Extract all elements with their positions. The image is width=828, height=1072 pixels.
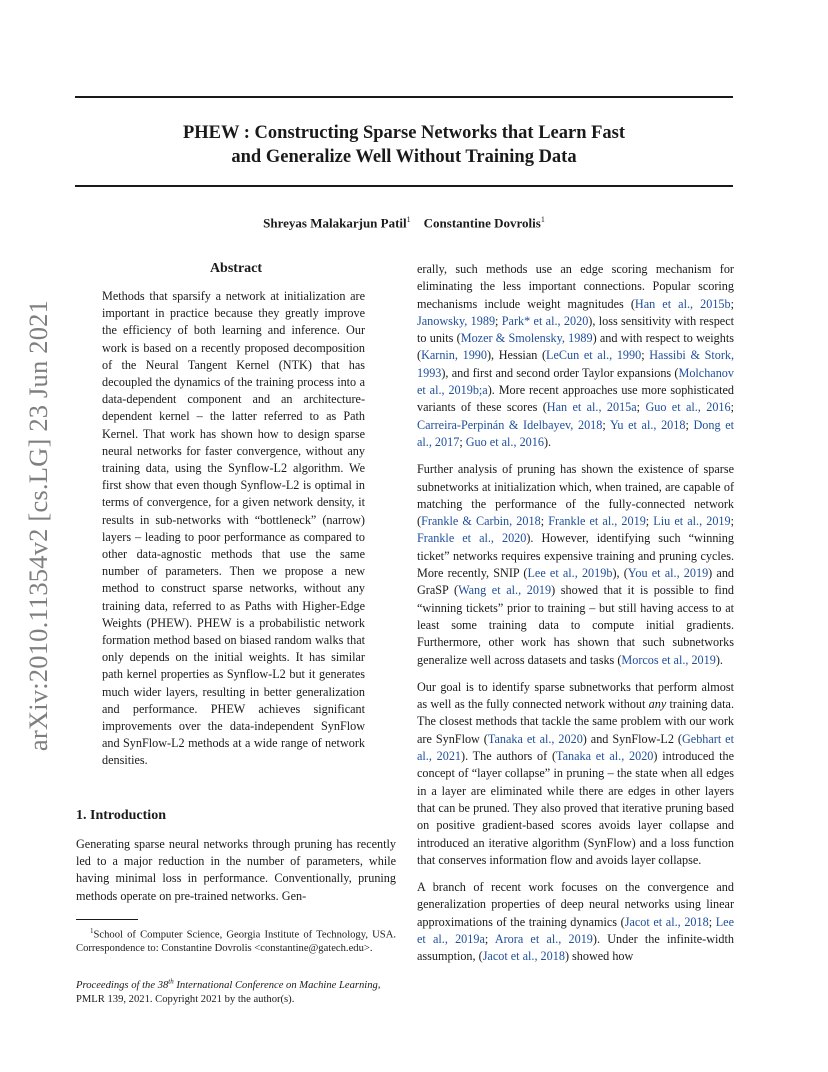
citation-link[interactable]: Arora et al., 2019 (494, 931, 593, 946)
text-run: ). Under the infinite-width assumption, ( (417, 931, 734, 964)
text-run: ; (730, 400, 734, 415)
text-run: erally, such methods use an edge scoring mechanism for eliminating the less important connections. Popular scoring mechanisms include weight magnitudes ( (417, 262, 734, 311)
text-run: ). The authors of ( (461, 749, 557, 764)
proceedings-conference: International Conference on Machine Learning (173, 979, 378, 991)
citation-link[interactable]: Tanaka et al., 2020 (556, 749, 654, 764)
body-paragraph (417, 261, 734, 451)
author-name: Constantine Dovrolis (423, 215, 541, 231)
text-run: ; (730, 514, 734, 529)
title-bottom-rule (75, 185, 733, 187)
proceedings-ordinal: th (168, 977, 174, 986)
body-paragraph (417, 461, 734, 669)
intro-paragraph: Generating sparse neural networks through pruning has recently led to a major reduction in the number of parameters, while having minimal loss in performance. Conventionally, pruning methods operate on pre-trained networks. Gen- (76, 836, 396, 903)
citation-link[interactable]: Carreira-Perpinán & Idelbayev, 2018 (417, 417, 603, 432)
text-run: ; (636, 400, 646, 415)
text-run: ; (730, 296, 734, 311)
author-list (75, 215, 733, 231)
left-column (76, 260, 396, 1008)
citation-link[interactable]: Hassibi & Stork, 1993 (417, 348, 735, 380)
citation-link[interactable]: Frankle & Carbin, 2018 (421, 514, 541, 529)
emphasized-text: any (648, 697, 667, 712)
text-run: ). (543, 434, 552, 449)
text-run: ), ( (612, 566, 628, 581)
abstract-heading: Abstract (209, 261, 263, 276)
text-run: ) introduced the concept of “layer collapse” in pruning – the state when all edges in a layer are eliminated while there are edges in other layers that can be pruned. They also proved that iterative pruning based on positive gradient-based scores avoids layer collapse and introduced an iterative algorithm (SynFlow) and a loss function that conserves information flow and avoids layer collapse. (417, 749, 734, 867)
citation-link[interactable]: Yu et al., 2018 (609, 417, 686, 432)
text-run: training data. The closest methods that tackle the same problem with our work are SynFlow ( (417, 697, 734, 746)
footnote-mark: 1 (90, 926, 94, 935)
proceedings-notice (76, 974, 396, 1008)
arxiv-identifier: arXiv:2010.11354v2 [cs.LG] 23 Jun 2021 (23, 299, 54, 751)
citation-link[interactable]: Gebhart et al., 2021 (417, 731, 734, 764)
text-run: ; (645, 514, 654, 529)
abstract-text: Methods that sparsify a network at initialization are important in practice because they greatly improve the efficiency of both learning and inference. Our work is based on a recently proposed decomposition of the Neural Tangent Kernel (NTK) that has decoupled the dynamics of the training process into a data-dependent component and an architecture-dependent kernel – the latter referred to as Path Kernel. That work has shown how to design sparse neural networks for faster convergence, without any training data, using the Synflow-L2 algorithm. We first show that even though Synflow-L2 is optimal in terms of convergence, for a given network density, it results in sub-networks with “bottleneck” (narrow) layers – leading to poor performance as compared to other data-agnostic methods that use the same number of parameters. Then we propose a new method to construct sparse networks, without any training data, referred to as Paths with Higher-Edge Weights (PHEW). PHEW is a probabilistic network formation method based on biased random walks that only depends on the initial weights. It has similar path kernel properties as Synflow-L2 but it generates much wider layers, resulting in better generalization and performance. PHEW achieves significant improvements over the data-independent SynFlow and SynFlow-L2 methods at a wide range of network densities. (102, 289, 365, 768)
citation-link[interactable]: Morcos et al., 2019 (621, 652, 716, 667)
citation-link[interactable]: Wang et al., 2019 (458, 583, 552, 598)
text-run: ) showed that it is possible to find “winning tickets” prior to training – but still having access to at least some training data to compute initial gradients. Furthermore, other work has shown that such subnetworks generalize well across datasets and tasks ( (417, 583, 735, 667)
text-run: ; (685, 417, 694, 432)
body-paragraph (417, 879, 734, 965)
arxiv-stamp (14, 290, 64, 760)
citation-link[interactable]: Dong et al., 2017 (417, 417, 734, 449)
text-run: ; (540, 514, 549, 529)
text-run: ; (484, 931, 495, 946)
right-column (417, 261, 734, 976)
text-run: ; (459, 434, 466, 449)
title-line-2: and Generalize Well Without Training Data (231, 147, 577, 167)
citation-link[interactable]: Mozer & Smolensky, 1989 (460, 331, 593, 346)
citation-link[interactable]: Janowsky, 1989 (417, 313, 496, 328)
text-run: ), Hessian ( (486, 348, 547, 363)
text-run: ) and SynFlow-L2 ( (582, 731, 682, 746)
citation-link[interactable]: Molchanov et al., 2019b;a (417, 365, 734, 398)
title-line-1: PHEW : Constructing Sparse Networks that Learn Fast (182, 123, 626, 143)
text-run: ). More recent approaches use more sophisticated variants of these scores ( (417, 383, 734, 415)
citation-link[interactable]: Guo et al., 2016 (465, 434, 544, 449)
text-run: ; (708, 914, 716, 929)
citation-link[interactable]: Lee et al., 2019b (527, 566, 613, 581)
author-name: Shreyas Malakarjun Patil (263, 215, 407, 231)
body-paragraph (417, 679, 734, 869)
author-affiliation-mark: 1 (540, 215, 545, 224)
citation-link[interactable]: Frankle et al., 2020 (417, 531, 527, 546)
title-top-rule (75, 96, 733, 98)
citation-link[interactable]: Han et al., 2015a (546, 400, 637, 415)
text-run: ), and first and second order Taylor expansions ( (441, 365, 679, 380)
paper-title (75, 121, 733, 169)
citation-link[interactable]: Frankle et al., 2019 (548, 514, 646, 529)
text-run: A branch of recent work focuses on the convergence and generalization properties of deep neural networks using linear approximations of the training dynamics ( (417, 880, 734, 929)
footnote-text: School of Computer Science, Georgia Institute of Technology, USA. Correspondence to: Constantine Dovrolis <constantine@gatech.edu>. (76, 929, 396, 955)
text-run: ), loss sensitivity with respect to units ( (417, 313, 735, 346)
citation-link[interactable]: You et al., 2019 (627, 566, 709, 581)
text-run: ; (495, 313, 502, 328)
text-run: ) and GraSP ( (417, 566, 735, 598)
text-run: Our goal is to identify sparse subnetworks that perform almost as well as the fully connected network without (417, 679, 734, 712)
author-affiliation-mark: 1 (406, 215, 411, 224)
text-run: ) and with respect to weights ( (417, 331, 734, 363)
text-run: Further analysis of pruning has shown the existence of sparse subnetworks at initialization which, when trained, are capable of matching the performance of the fully-connected network ( (417, 462, 734, 529)
text-run: ; (641, 348, 650, 363)
citation-link[interactable]: Han et al., 2015b (634, 296, 731, 311)
citation-link[interactable]: Guo et al., 2016 (645, 400, 731, 415)
citation-link[interactable]: Karnin, 1990 (421, 348, 487, 363)
affiliation-footnote (76, 924, 396, 957)
text-run: ). However, identifying such “winning ticket” networks requires expensive training and pruning cycles. More recently, SNIP ( (417, 531, 734, 581)
citation-link[interactable]: Jacot et al., 2018 (482, 949, 565, 964)
proceedings-suffix: , PMLR 139, 2021. Copyright 2021 by the author(s). (76, 979, 381, 1006)
citation-link[interactable]: Jacot et al., 2018 (624, 914, 709, 929)
text-run: ) showed how (564, 949, 634, 964)
proceedings-prefix: Proceedings of the 38 (76, 979, 169, 991)
citation-link[interactable]: LeCun et al., 1990 (546, 348, 642, 363)
citation-link[interactable]: Lee et al., 2019a (417, 914, 734, 946)
citation-link[interactable]: Liu et al., 2019 (653, 514, 731, 529)
citation-link[interactable]: Tanaka et al., 2020 (487, 731, 583, 746)
text-run: ; (602, 417, 610, 432)
text-run: ). (715, 652, 723, 667)
section-heading-introduction: 1. Introduction (76, 807, 166, 823)
footnote-divider (76, 919, 138, 920)
citation-link[interactable]: Park* et al., 2020 (501, 313, 589, 328)
